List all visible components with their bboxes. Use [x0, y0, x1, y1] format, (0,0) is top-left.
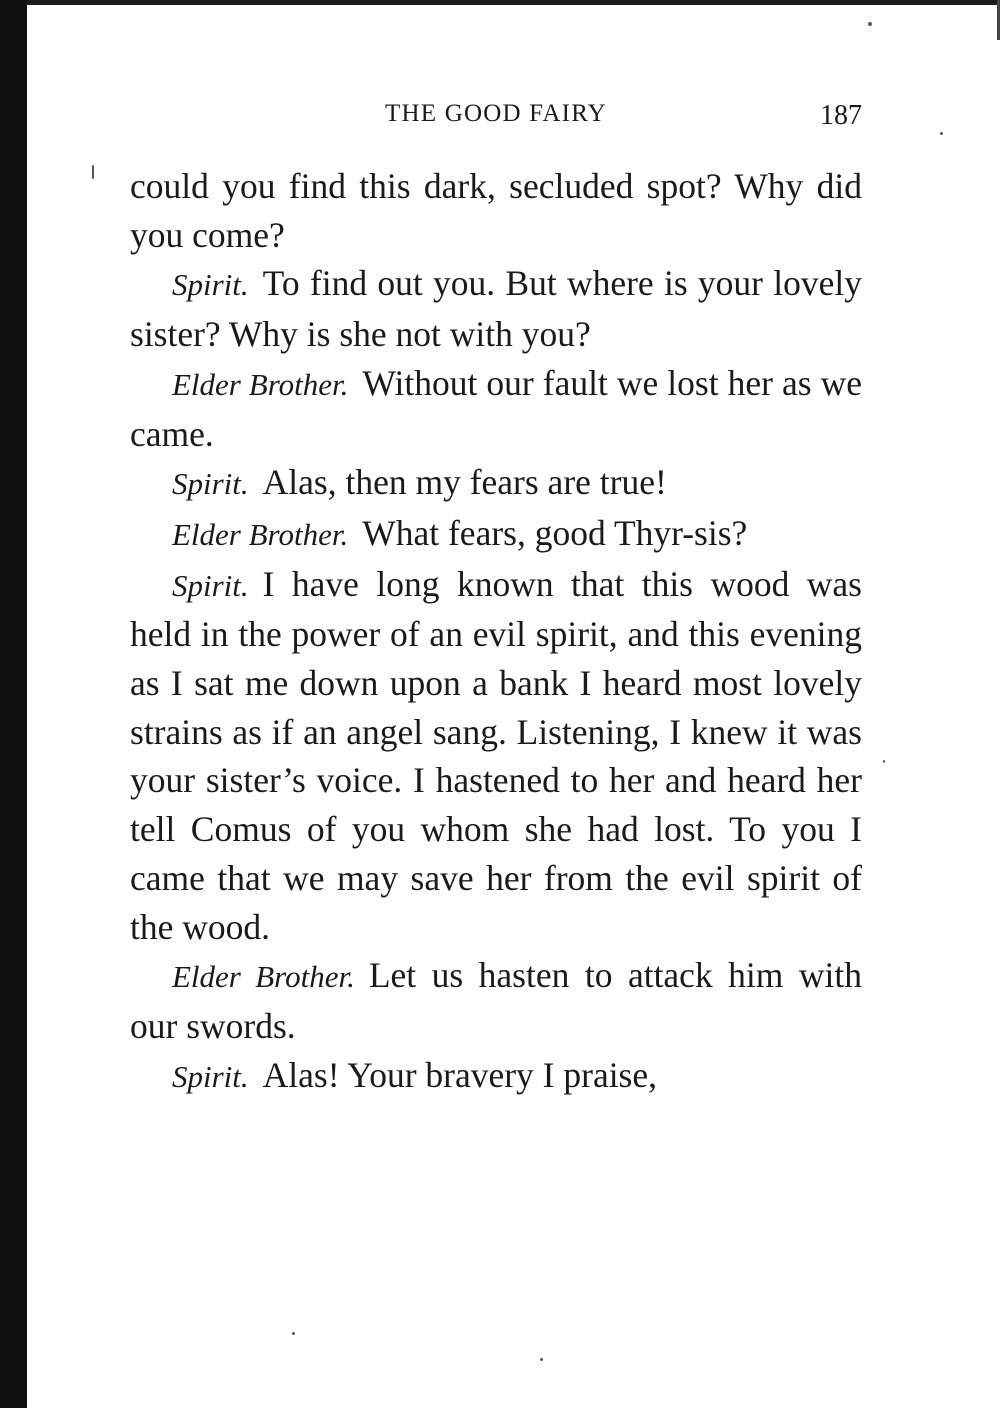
scan-edge-left: [0, 0, 27, 1408]
speaker-name: Spirit.: [172, 567, 249, 603]
speaker-name: Elder Brother.: [172, 366, 349, 402]
scan-speck: [92, 165, 94, 179]
running-head: THE GOOD FAIRY: [385, 100, 607, 127]
paragraph-text: Alas! Your bravery I praise,: [262, 1054, 658, 1095]
page-number: 187: [820, 100, 862, 131]
paragraph-text: Without our fault we lost her as we came.: [130, 362, 862, 454]
scan-speck: [868, 22, 872, 26]
page-header: [130, 100, 862, 140]
paragraph-text: could you find this dark, secluded spot? Why did you come?: [130, 166, 862, 255]
body-text: [130, 162, 862, 1101]
paragraph: [130, 458, 862, 509]
speaker-name: Spirit.: [172, 466, 249, 502]
paragraph: [130, 560, 862, 952]
paragraph-text: I have long known that this wood was held in the power of an evil spirit, and this evening as I sat me down upon a bank I heard most lovely strains as if an angel sang. Listening, I knew it was your sister’s voice. I hastened to her and heard her tell Comus of you whom she had lost. To you I came that we may save her from the evil spirit of the wood.: [130, 563, 862, 947]
scan-speck: [940, 132, 943, 135]
paragraph: [130, 509, 862, 560]
paragraph: [130, 259, 862, 358]
paragraph: [130, 162, 862, 259]
paragraph-text: To find out you. But where is your lovely sister? Why is she not with you?: [130, 263, 862, 355]
paragraph: [130, 359, 862, 458]
paragraph: [130, 951, 862, 1050]
paragraph-text: Let us hasten to attack him with our swords.: [130, 955, 862, 1046]
scan-speck: [883, 760, 885, 763]
speaker-name: Spirit.: [172, 1058, 249, 1094]
scan-edge-top: [27, 0, 1000, 5]
speaker-name: Elder Brother.: [172, 516, 349, 552]
paragraph-text: Alas, then my fears are true!: [262, 462, 667, 503]
speaker-name: Elder Brother.: [172, 959, 355, 995]
paragraph-text: What fears, good Thyr-sis?: [362, 512, 748, 553]
paragraph: [130, 1051, 862, 1102]
scan-speck: [540, 1358, 543, 1361]
speaker-name: Spirit.: [172, 267, 249, 303]
scan-speck: [292, 1332, 295, 1335]
